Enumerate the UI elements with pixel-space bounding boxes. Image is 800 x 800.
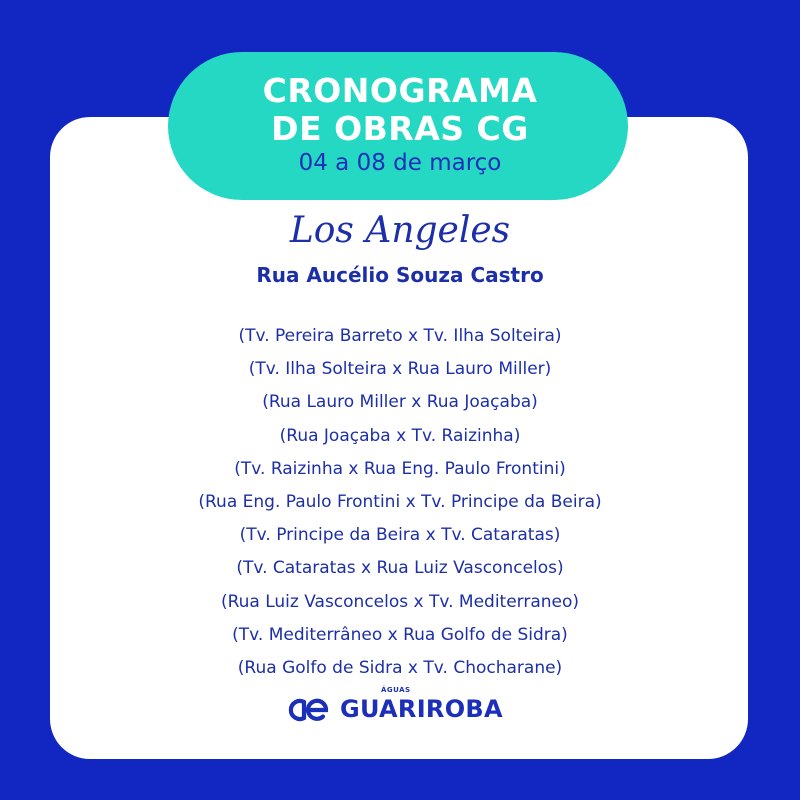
date-range: 04 a 08 de março: [298, 150, 502, 176]
neighborhood-name: Los Angeles: [289, 210, 511, 251]
page-title: [0, 72, 800, 148]
segment-item: (Tv. Mediterrâneo x Rua Golfo de Sidra): [232, 624, 568, 645]
segment-item: (Rua Luiz Vasconcelos x Tv. Mediterraneo): [220, 591, 580, 612]
segment-item: (Tv. Raizinha x Rua Eng. Paulo Frontini): [234, 458, 566, 479]
street-name: Rua Aucélio Souza Castro: [256, 263, 544, 287]
segment-item: (Tv. Pereira Barreto x Tv. Ilha Solteira): [238, 326, 562, 346]
segment-item: (Tv. Ilha Solteira x Rua Lauro Miller): [248, 359, 552, 380]
segment-item: (Tv. Cataratas x Rua Luiz Vasconcelos): [236, 558, 564, 579]
aguas-guariroba-mark-icon: [288, 696, 338, 724]
segment-list: [0, 320, 800, 685]
title-line-2: DE OBRAS CG: [271, 109, 529, 148]
segment-item: (Rua Joaçaba x Tv. Raizinha): [279, 425, 521, 446]
segment-item: (Rua Golfo de Sidra x Tv. Chocharane): [237, 657, 563, 678]
logo-small-text: ÁGUAS: [381, 686, 411, 694]
segment-item: (Tv. Principe da Beira x Tv. Cataratas): [239, 525, 561, 546]
segment-item: (Rua Eng. Paulo Frontini x Tv. Principe da Beira): [198, 491, 602, 512]
company-logo: [288, 686, 512, 726]
title-line-1: CRONOGRAMA: [262, 71, 538, 110]
segment-item: (Rua Lauro Miller x Rua Joaçaba): [262, 392, 538, 413]
logo-wordmark: GUARIROBA: [340, 695, 503, 723]
